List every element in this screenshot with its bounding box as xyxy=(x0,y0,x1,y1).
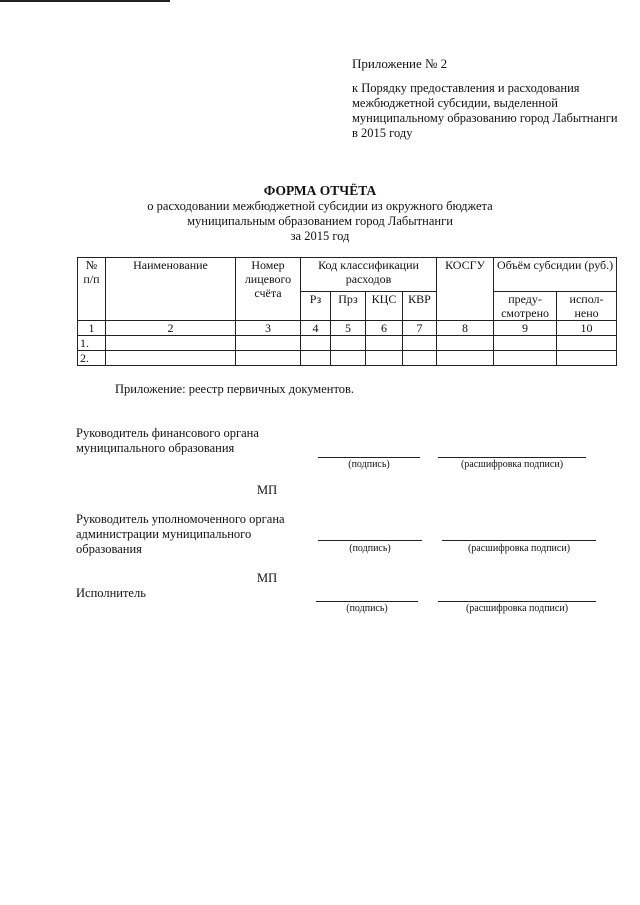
cell-executed xyxy=(557,351,617,366)
col-kbk-header: Код классификации расходов xyxy=(301,258,437,292)
signature-line xyxy=(318,457,420,458)
col-name-header: Наименование xyxy=(106,258,236,321)
cell-kosgu xyxy=(437,351,494,366)
col-prz-header: Прз xyxy=(331,292,366,321)
cell-kcs xyxy=(366,336,403,351)
cell-account xyxy=(236,351,301,366)
cell-prz xyxy=(331,336,366,351)
decoding-line xyxy=(442,540,596,541)
col-kosgu-header: КОСГУ xyxy=(437,258,494,321)
authorized-head-label: Руководитель уполномоченного органа администрации муниципального образования xyxy=(76,512,285,556)
row-number: 2. xyxy=(78,351,106,366)
decoding-caption: (расшифровка подписи) xyxy=(460,459,564,470)
table-row xyxy=(78,351,617,366)
cell-rz xyxy=(301,351,331,366)
form-subtitle-line2: муниципальным образованием город Лабытнанги xyxy=(187,214,453,228)
attachment-note: Приложение: реестр первичных документов. xyxy=(115,382,355,396)
executor-label: Исполнитель xyxy=(76,586,146,600)
row-number: 1. xyxy=(78,336,106,351)
cell-name xyxy=(106,336,236,351)
cell-executed xyxy=(557,336,617,351)
column-number: 5 xyxy=(331,321,366,336)
cell-planned xyxy=(494,351,557,366)
col-planned-header: преду-смотрено xyxy=(494,292,557,321)
column-number: 2 xyxy=(106,321,236,336)
column-number: 10 xyxy=(557,321,617,336)
decoding-line xyxy=(438,457,586,458)
signature-caption: (подпись) xyxy=(349,543,391,554)
column-number: 4 xyxy=(301,321,331,336)
stamp-place: МП xyxy=(257,571,278,585)
top-rule xyxy=(0,0,170,2)
column-number: 6 xyxy=(366,321,403,336)
column-number: 1 xyxy=(78,321,106,336)
cell-kosgu xyxy=(437,336,494,351)
decoding-caption: (расшифровка подписи) xyxy=(467,543,571,554)
cell-kvr xyxy=(403,336,437,351)
col-account-header: Номер лицевого счёта xyxy=(236,258,301,321)
report-table xyxy=(77,257,617,366)
form-title: ФОРМА ОТЧЁТА xyxy=(263,183,377,198)
stamp-place: МП xyxy=(257,483,278,497)
signature-caption: (подпись) xyxy=(346,603,388,614)
column-number: 7 xyxy=(403,321,437,336)
decoding-line xyxy=(438,601,596,602)
appendix-title: Приложение № 2 xyxy=(352,56,448,71)
col-executed-header: испол-нено xyxy=(557,292,617,321)
column-number: 8 xyxy=(437,321,494,336)
col-kvr-header: КВР xyxy=(403,292,437,321)
column-numbers-row xyxy=(78,321,617,336)
column-number: 9 xyxy=(494,321,557,336)
appendix-text: к Порядку предоставления и расходования межбюджетной субсидии, выделенной муниципальному образованию город Лабытнанги в 2015 году xyxy=(352,81,618,140)
cell-kvr xyxy=(403,351,437,366)
signature-caption: (подпись) xyxy=(348,459,390,470)
col-rz-header: Рз xyxy=(301,292,331,321)
col-number-header: № п/п xyxy=(78,258,106,321)
decoding-caption: (расшифровка подписи) xyxy=(465,603,569,614)
column-number: 3 xyxy=(236,321,301,336)
cell-kcs xyxy=(366,351,403,366)
signature-line xyxy=(316,601,418,602)
table-row xyxy=(78,336,617,351)
cell-account xyxy=(236,336,301,351)
cell-planned xyxy=(494,336,557,351)
cell-name xyxy=(106,351,236,366)
cell-rz xyxy=(301,336,331,351)
finance-head-label: Руководитель финансового органа муниципального образования xyxy=(76,426,259,455)
cell-prz xyxy=(331,351,366,366)
form-subtitle-line1: о расходовании межбюджетной субсидии из окружного бюджета xyxy=(147,199,493,213)
form-subtitle-line3: за 2015 год xyxy=(290,229,350,243)
col-kcs-header: КЦС xyxy=(366,292,403,321)
signature-line xyxy=(318,540,422,541)
col-volume-header: Объём субсидии (руб.) xyxy=(494,258,617,292)
